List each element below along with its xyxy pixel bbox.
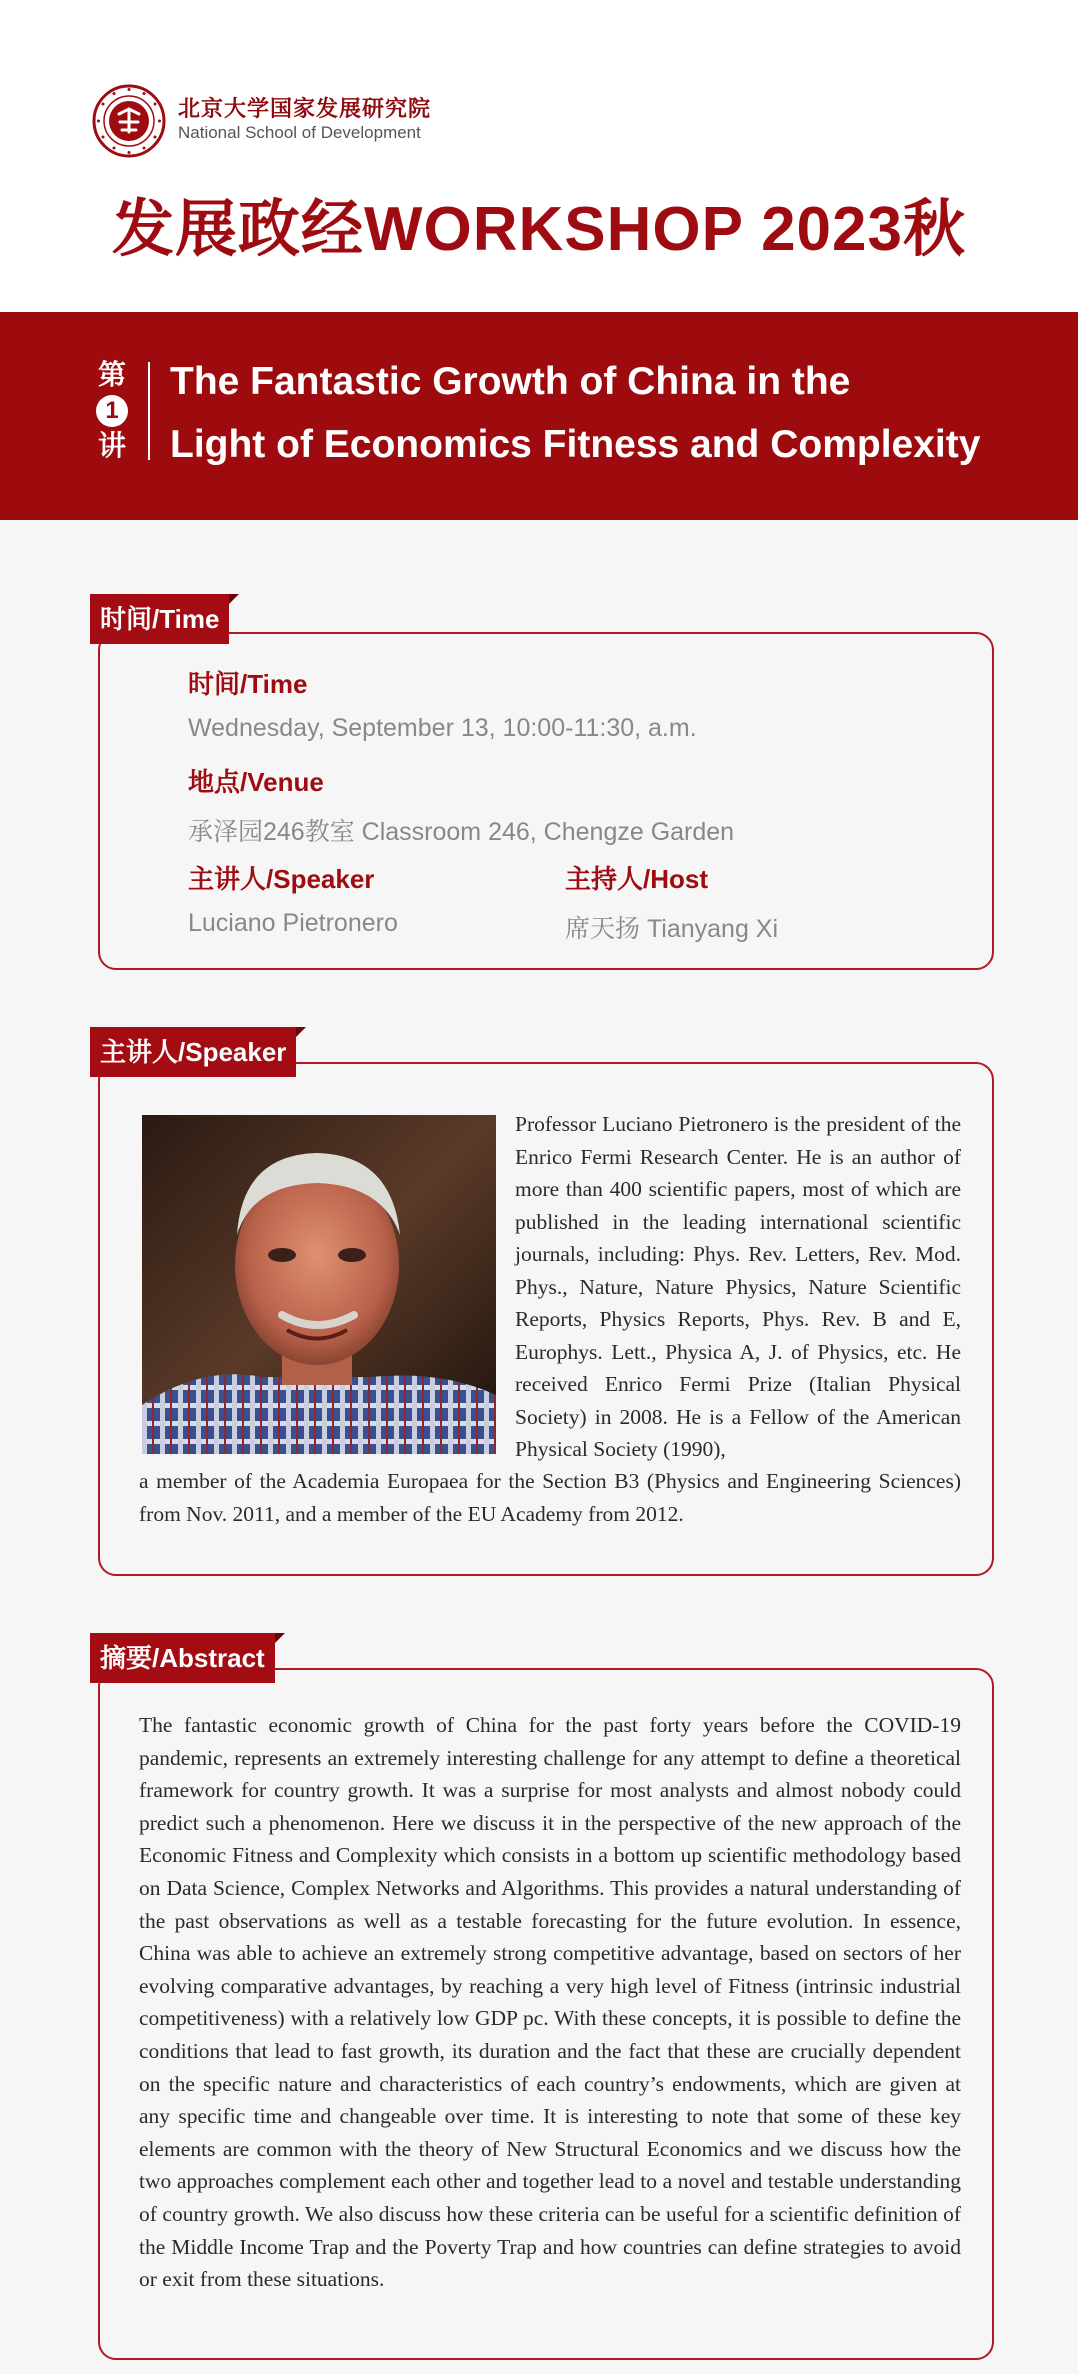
institution-name-cn: 北京大学国家发展研究院	[178, 96, 432, 121]
time-section-tag: 时间/Time	[90, 594, 229, 644]
speaker-value: Luciano Pietronero	[188, 909, 398, 937]
peking-university-seal-logo	[92, 84, 166, 158]
speaker-section-tag: 主讲人/Speaker	[90, 1027, 296, 1077]
lecture-prefix: 第	[97, 359, 126, 390]
speaker-label: 主讲人/Speaker	[188, 864, 375, 894]
abstract-text: The fantastic economic growth of China for the past forty years before the COVID-19 pandemic, represents an extremely interesting challenge for any attempt to define a theoretical framework for country growth. It was a surprise for most analysts and almost nobody could predict such a phenomenon. Here we discuss it in the perspective of the new approach of the Economic Fitness and Complexity which consists in a bottom up scientific methodology based on Data Science, Complex Networks and Algorithms. This provides a natural understanding of the past observations as well as a testable forecasting for the future evolution. In essence, China was able to achieve an extremely strong competitive advantage, based on sectors of her evolving comparative advantages, by reaching a very high level of Fitness (intrinsic industrial competitiveness) with a relatively low GDP pc. With these concepts, it is possible to define the conditions that lead to fast growth, its duration and the fact that these are crucially dependent on the specific nature and characteristics of each country’s endowments, which are given at any specific time and changeable over time. It is interesting to note that some of these key elements are common with the theory of New Structural Economics and we discuss how the two approaches complement each other and together lead to a novel and testable understanding of country growth. We also discuss how these criteria can be useful for a scientific definition of the Middle Income Trap and the Poverty Trap and how countries can define strategies to avoid or exit from these situations.	[139, 1713, 961, 2292]
header	[0, 0, 1078, 312]
abstract-section-tag: 摘要/Abstract	[90, 1633, 275, 1683]
venue-label: 地点/Venue	[188, 767, 324, 797]
banner-divider	[148, 362, 150, 460]
lecture-title	[170, 350, 980, 476]
time-value: Wednesday, September 13, 10:00-11:30, a.m.	[188, 714, 697, 742]
lecture-title-line1: The Fantastic Growth of China in the	[170, 360, 851, 403]
host-value: 席天扬 Tianyang Xi	[565, 915, 779, 943]
speaker-bio-part1: Professor Luciano Pietronero is the president of the Enrico Fermi Research Center. He is an author of more than 400 scientific papers, most of which are published in the leading international scientific journals, including: Phys. Rev. Letters, Rev. Mod. Phys., Nature, Nature Physics, Nature Scientific Reports, Physics Reports, Phys. Rev. B and E, Europhys. Lett., Physica A, J. of Physics, etc. He received Enrico Fermi Prize (Italian Physical Society) in 2008. He is a Fellow of the American Physical Society (1990),	[515, 1112, 961, 1461]
host-label: 主持人/Host	[565, 864, 709, 894]
lecture-suffix: 讲	[97, 430, 126, 461]
workshop-title: 发展政经WORKSHOP 2023秋	[111, 195, 967, 264]
time-label: 时间/Time	[188, 669, 308, 699]
lecture-title-line2: Light of Economics Fitness and Complexity	[170, 423, 981, 466]
lecture-number-badge	[94, 358, 130, 463]
speaker-bio-part2: a member of the Academia Europaea for the Section B3 (Physics and Engineering Sciences) from Nov. 2011, and a member of the EU Academy from 2012.	[139, 1469, 961, 1526]
speaker-photo	[142, 1115, 496, 1454]
institution-name-en: National School of Development	[178, 123, 421, 142]
institution-name	[178, 96, 431, 144]
venue-value: 承泽园246教室 Classroom 246, Chengze Garden	[188, 818, 735, 846]
lecture-number: 1	[96, 395, 128, 427]
